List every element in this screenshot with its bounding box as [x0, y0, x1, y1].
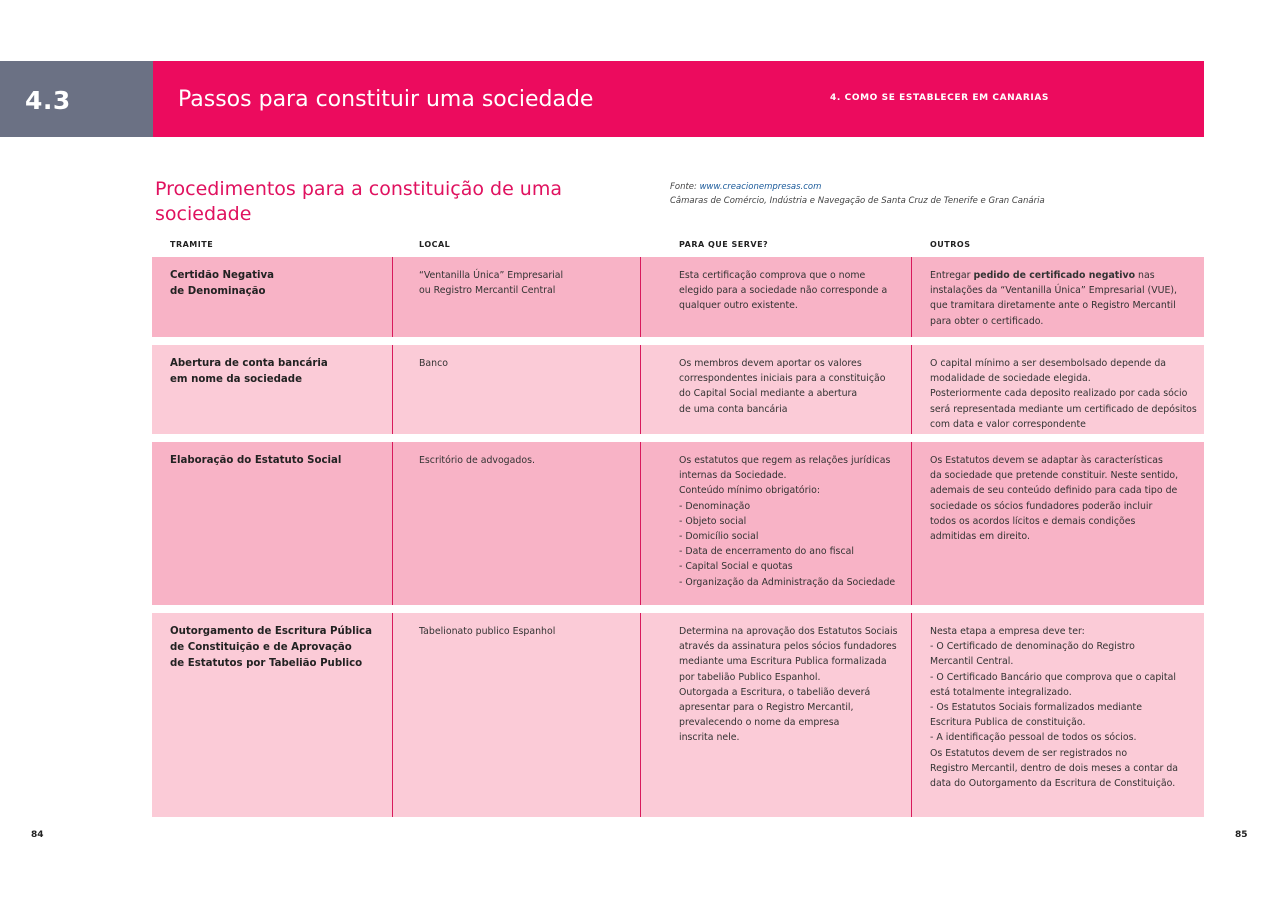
- cell-outros: Os Estatutos devem se adaptar às características da sociedade que pretende constituir. Neste sentido, ademais de seu conteúdo definido para cada tipo de sociedade os sócios fundadores poderão incluir todos os acordos lícitos e demais condições admitidas em direito.: [930, 455, 1179, 543]
- table-row: [152, 613, 1204, 817]
- section-number-box: [0, 61, 153, 137]
- section-number: 4.3: [25, 86, 71, 115]
- cell-para-que-serve: Determina na aprovação dos Estatutos Sociais através da assinatura pelos sócios fundadores mediante uma Escritura Publica formalizada por tabelião Publico Espanhol. Outorgada a Escritura, o tabelião deverá apresentar para o Registro Mercantil, prevalecendo o nome da empresa inscrita nele.: [679, 626, 898, 744]
- table-row: [152, 442, 1204, 605]
- source-note: [670, 180, 1045, 208]
- source-institutions: Câmaras de Comércio, Indústria e Navegação de Santa Cruz de Tenerife e Gran Canária: [670, 196, 1045, 206]
- column-divider: [911, 613, 912, 817]
- source-prefix: Fonte:: [670, 182, 700, 192]
- cell-local: “Ventanilla Única” Empresarial ou Registro Mercantil Central: [419, 270, 564, 297]
- column-divider: [911, 442, 912, 605]
- cell-para-que-serve: Esta certificação comprova que o nome elegido para a sociedade não corresponde a qualquer outro existente.: [679, 270, 888, 312]
- cell-para-que-serve: Os membros devem aportar os valores correspondentes iniciais para a constituição do Capital Social mediante a abertura de uma conta bancária: [679, 358, 886, 415]
- source-link[interactable]: www.creacionempresas.com: [699, 182, 822, 192]
- column-divider: [640, 345, 641, 434]
- page-title: Passos para constituir uma sociedade: [178, 87, 594, 112]
- column-divider: [392, 613, 393, 817]
- cell-local: Banco: [419, 358, 449, 369]
- cell-outros: O capital mínimo a ser desembolsado depende da modalidade de sociedade elegida. Posteriormente cada deposito realizado por cada sócio será representada mediante um certificado de depósitos com data e valor correspondente: [930, 358, 1197, 430]
- column-divider: [392, 257, 393, 337]
- cell-outros: Nesta etapa a empresa deve ter: - O Certificado de denominação do Registro Mercantil Central. - O Certificado Bancário que comprova que o capital está totalmente integralizado. - Os Estatutos Sociais formalizados mediante Escritura Publica de constituição. - A identificação pessoal de todos os sócios. Os Estatutos devem de ser registrados no Registro Mercantil, dentro de dois meses a contar da data do Outorgamento da Escritura de Constituição.: [930, 626, 1179, 790]
- cell-outros-emphasis: pedido de certificado negativo: [973, 270, 1136, 281]
- chapter-label: 4. COMO SE ESTABLECER EM CANARIAS: [830, 93, 1049, 103]
- column-divider: [392, 345, 393, 434]
- column-divider: [640, 442, 641, 605]
- cell-local: Escritório de advogados.: [419, 455, 535, 466]
- column-divider: [640, 257, 641, 337]
- column-divider: [640, 613, 641, 817]
- column-header-local: LOCAL: [419, 240, 451, 249]
- cell-tramite: Elaboração do Estatuto Social: [170, 455, 342, 466]
- cell-tramite: Abertura de conta bancária em nome da sociedade: [170, 358, 328, 385]
- page-number-left: 84: [31, 830, 44, 840]
- column-header-para-que-serve: PARA QUE SERVE?: [679, 240, 769, 249]
- cell-outros-text: nas instalações da “Ventanilla Única” Empresarial (VUE), que tramitara diretamente ante o Registro Mercantil para obter o certificado.: [930, 270, 1178, 327]
- cell-para-que-serve: Os estatutos que regem as relações jurídicas internas da Sociedade. Conteúdo mínimo obrigatório: - Denominação - Objeto social - Domicílio social - Data de encerramento do ano fiscal - Capital Social e quotas - Organização da Administração da Sociedade: [679, 455, 896, 588]
- column-header-tramite: TRAMITE: [170, 240, 214, 249]
- table-row: [152, 257, 1204, 337]
- column-header-outros: OUTROS: [930, 240, 971, 249]
- cell-outros: [930, 268, 1200, 329]
- column-divider: [392, 442, 393, 605]
- column-divider: [911, 257, 912, 337]
- cell-outros-text: Entregar: [930, 270, 974, 281]
- section-subtitle: Procedimentos para a constituição de uma sociedade: [155, 178, 562, 225]
- column-divider: [911, 345, 912, 434]
- table-row: [152, 345, 1204, 434]
- cell-tramite: Certidão Negativa de Denominação: [170, 270, 274, 297]
- page-number-right: 85: [1235, 830, 1248, 840]
- cell-local: Tabelionato publico Espanhol: [419, 626, 556, 637]
- cell-tramite: Outorgamento de Escritura Pública de Constituição e de Aprovação de Estatutos por Tabelião Publico: [170, 626, 372, 669]
